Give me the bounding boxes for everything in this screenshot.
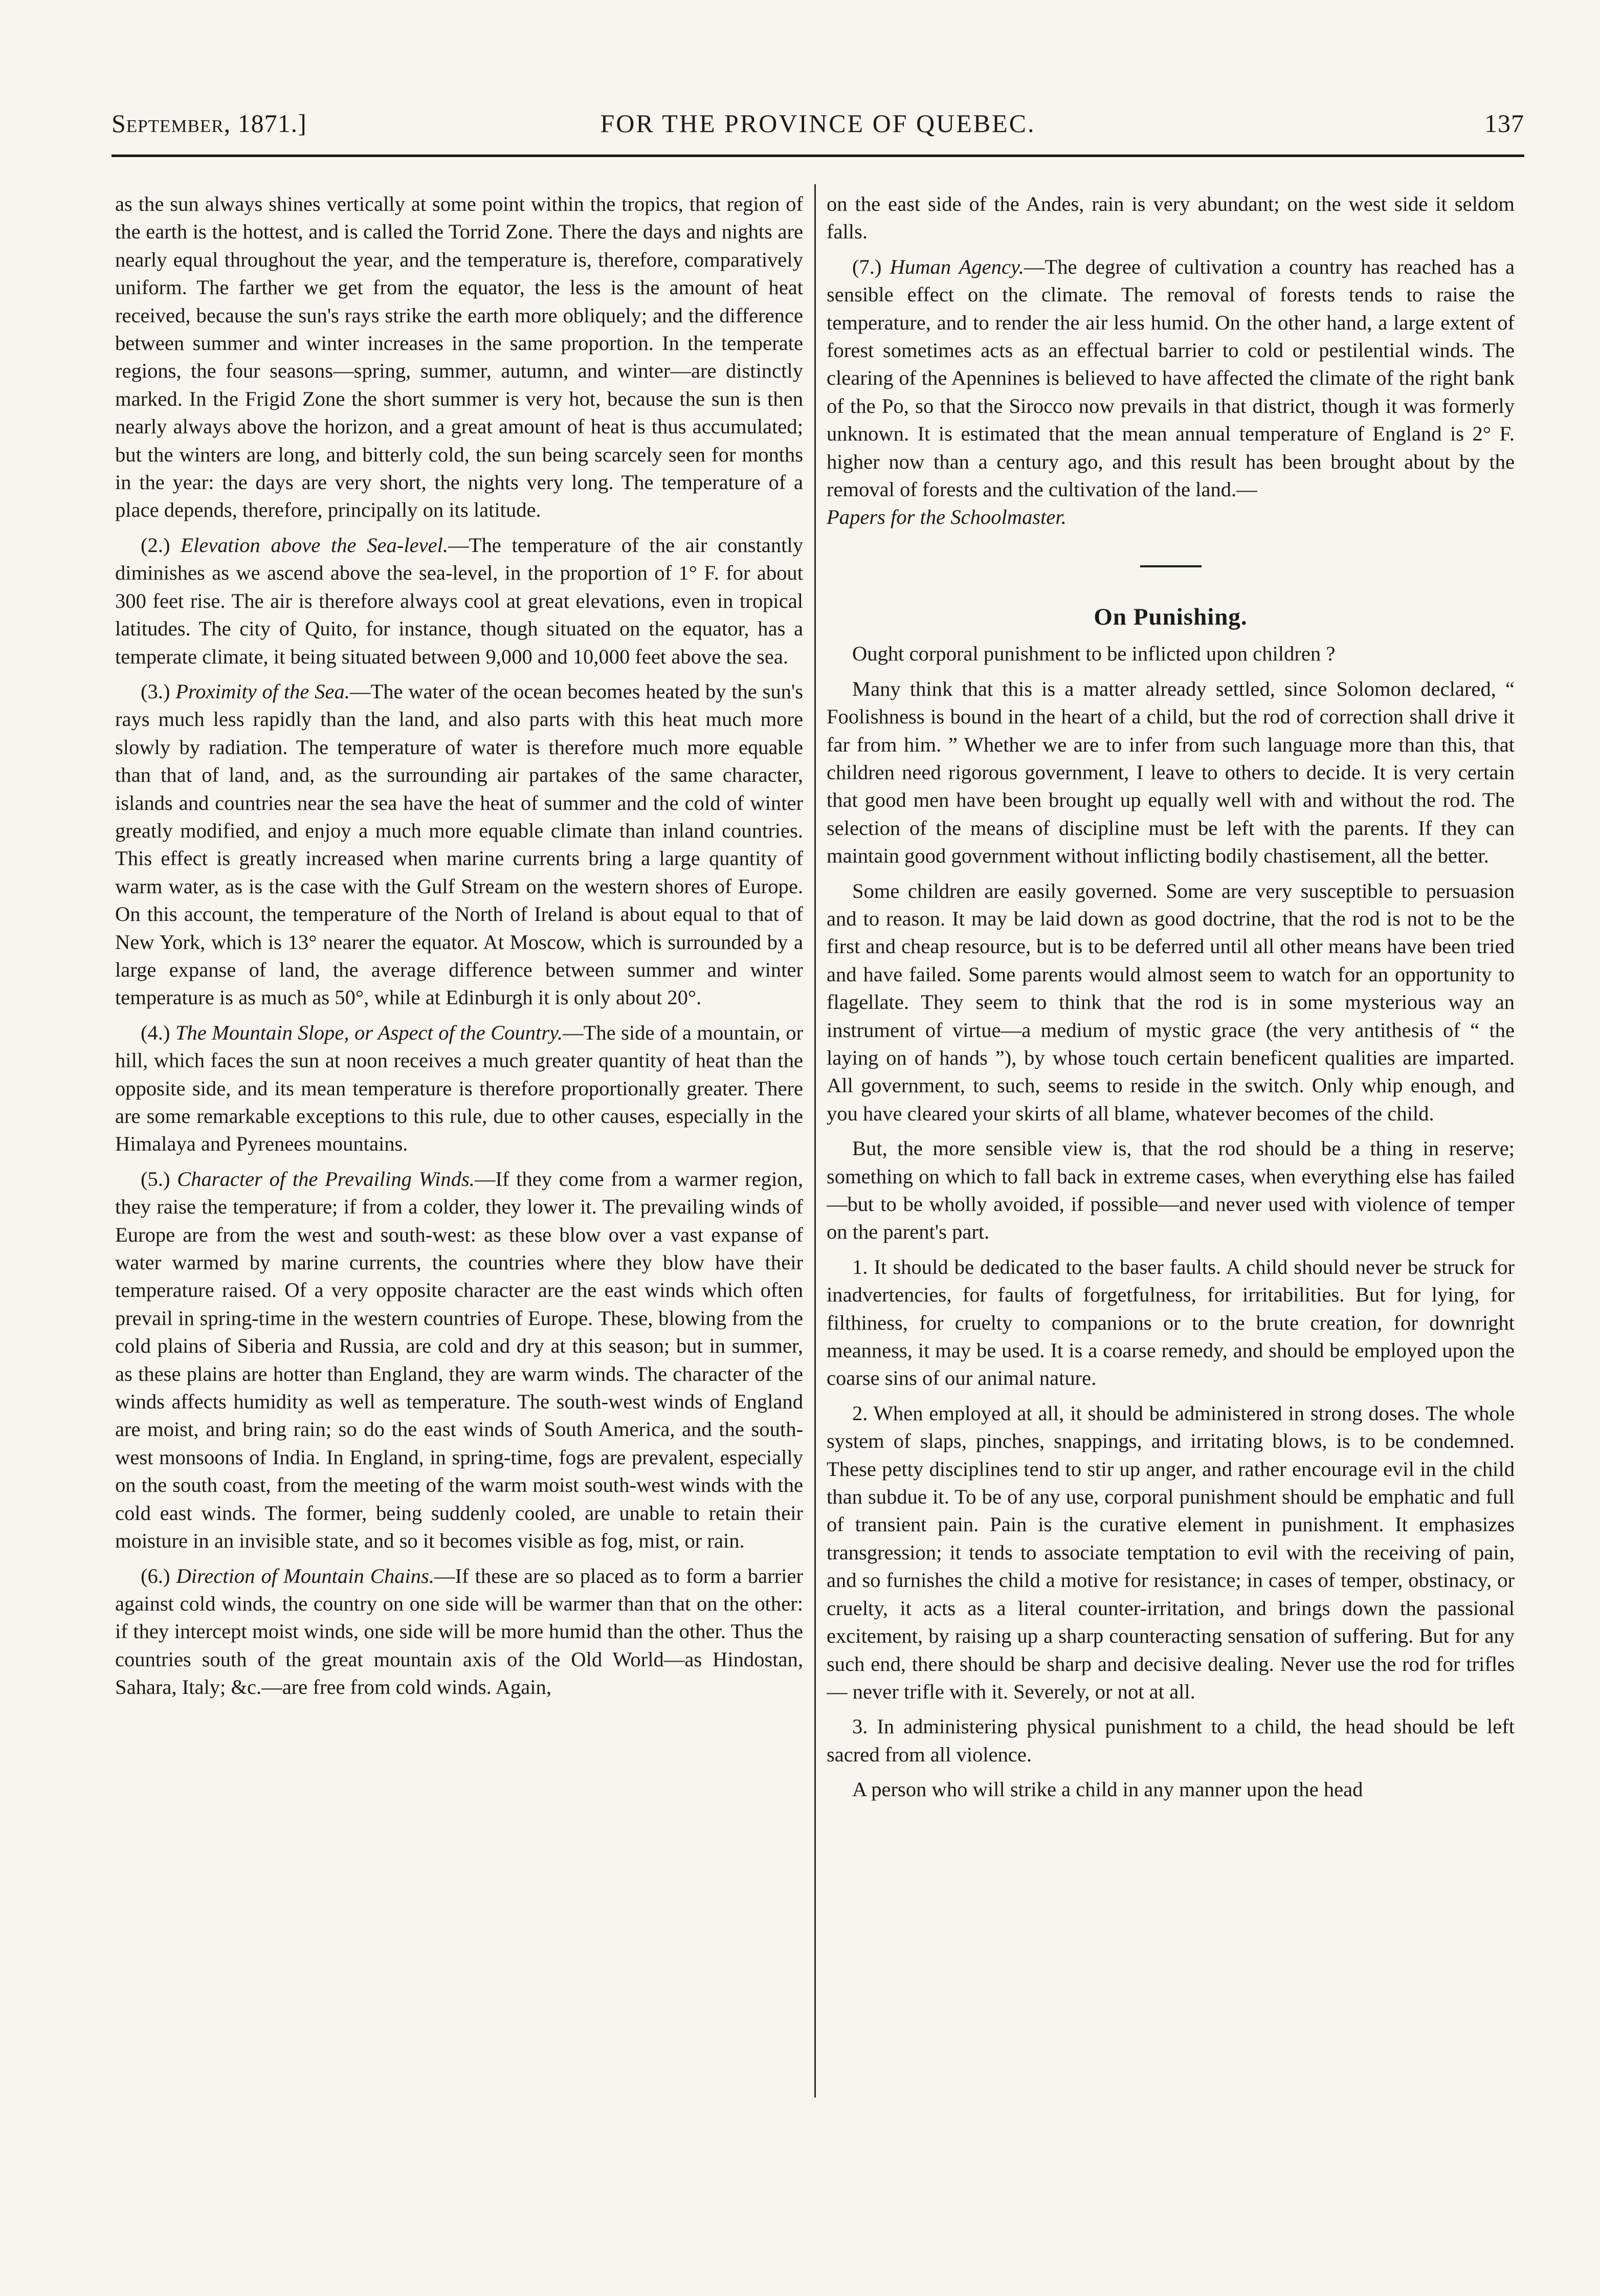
left-paragraph-mountain-chains: [115, 1562, 803, 1702]
column-divider: [814, 184, 816, 2098]
paragraph-number: (2.): [141, 533, 181, 557]
paragraph-text: Many think that this is a matter already settled, since Solomon declared, “ Foolishness is bound in the heart of a child, but the rod of correction shall drive it far from him. ” Whether we are to infer from such language more than this, that children need rigorous government, I leave to others to decide. It is very certain that good men have been brought up equally well with and without the rod. The selection of the means of discipline must be left with the parents. If they can maintain good government without inflicting bodily chastisement, all the better.: [827, 677, 1515, 868]
paragraph-text: Ought corporal punishment to be inflicted upon children ?: [852, 642, 1336, 666]
paragraph-number: (3.): [141, 679, 176, 703]
paragraph-text: A person who will strike a child in any manner upon the head: [852, 1778, 1363, 1801]
punishing-paragraph: [827, 1776, 1515, 1803]
paragraph-number: (6.): [141, 1564, 176, 1587]
punishing-paragraph: [827, 877, 1515, 1128]
paragraph-text: —The side of a mountain, or hill, which faces the sun at noon receives a much greater quantity of heat than the opposite side, and its mean temperature is therefore proportionally greater. There are some remarkable exceptions to this rule, due to other causes, especially in the Himalaya and Pyrenees mountains.: [115, 1021, 803, 1156]
page-number: 137: [1484, 109, 1524, 138]
punishing-rule-3: [827, 1713, 1515, 1769]
paragraph-title: Proximity of the Sea.: [175, 679, 350, 703]
paragraph-text: —If they come from a warmer region, they raise the temperature; if from a colder, they lower it. The prevailing winds of Europe are from the west and south-west: as these blow over a vast expanse of water warmed by marine currents, the countries where they blow have their temperature raised. Of a very opposite character are the east winds which often prevail in spring-time in the western countries of Europe. These, blowing from the cold plains of Siberia and Russia, are cold and dry at this season; but in summer, as these plains are hotter than England, they are warm winds. The character of the winds affects humidity as well as temperature. The south-west winds of England are moist, and bring rain; so do the east winds of South America, and the south-west monsoons of India. In England, in spring-time, fogs are prevalent, especially on the south coast, from the meeting of the warm moist south-west winds with the cold east winds. The former, being suddenly cooled, are unable to retain their moisture in an invisible state, and so it becomes visible as fog, mist, or rain.: [115, 1167, 803, 1553]
paragraph-title: Elevation above the Sea-level.: [181, 533, 449, 557]
paragraph-text: —The water of the ocean becomes heated by the sun's rays much less rapidly than the land, and also parts with this heat much more slowly by radiation. The temperature of water is therefore much more equable than that of land, and, as the surrounding air partakes of the same character, islands and countries near the sea have the heat of summer and the cold of winter greatly modified, and enjoy a much more equable climate than inland countries. This effect is greatly increased when marine currents bring a large quantity of warm water, as is the case with the Gulf Stream on the western shores of Europe. On this account, the temperature of the North of Ireland is about equal to that of New York, which is 13° nearer the equator. At Moscow, which is surrounded by a large expanse of land, the average difference between summer and winter temperature is as much as 50°, while at Edinburgh it is only about 20°.: [115, 679, 803, 1009]
section-heading: On Punishing.: [1094, 603, 1248, 630]
paragraph-text: —The temperature of the air constantly diminishes as we ascend above the sea-level, in the proportion of 1° F. for about 300 feet rise. The air is therefore always cool at great elevations, even in tropical latitudes. The city of Quito, for instance, though situated on the equator, has a temperate climate, it being situated between 9,000 and 10,000 feet above the sea.: [115, 533, 803, 668]
paragraph-text: —If these are so placed as to form a barrier against cold winds, the country on one side will be warmer than that on the other: if they intercept moist winds, one side will be more humid than the other. Thus the countries south of the great mountain axis of the Old World—as Hindostan, Sahara, Italy; &c.—are free from cold winds. Again,: [115, 1564, 803, 1699]
punishing-rule-2: [827, 1400, 1515, 1706]
article-source: Papers for the Schoolmaster.: [827, 505, 1066, 529]
punishing-rule-1: [827, 1253, 1515, 1393]
paragraph-number: (4.): [141, 1021, 175, 1044]
header-date: September, 1871.]: [112, 109, 307, 138]
paragraph-title: Direction of Mountain Chains.: [176, 1564, 435, 1587]
punishing-paragraph: [827, 675, 1515, 870]
right-paragraph-human-agency: [827, 253, 1515, 532]
paragraph-number: (7.): [852, 255, 890, 278]
paragraph-text: as the sun always shines vertically at some point within the tropics, that region of the earth is the hottest, and is called the Torrid Zone. There the days and nights are nearly equal throughout the year, and the temperature is, therefore, comparatively uniform. The farther we get from the equator, the less is the amount of heat received, because the sun's rays strike the earth more obliquely; and the difference between summer and winter increases in the same proportion. In the temperate regions, the four seasons—spring, summer, autumn, and winter—are distinctly marked. In the Frigid Zone the short summer is very hot, because the sun is then nearly always above the horizon, and a great amount of heat is thus accumulated; but the winters are long, and bitterly cold, the sun being scarcely seen for months in the year: the days are very short, the nights very long. The temperature of a place depends, therefore, principally on its latitude.: [115, 192, 803, 522]
paragraph-text: 2. When employed at all, it should be administered in strong doses. The whole system of slaps, pinches, snappings, and irritating blows, is to be condemned. These petty disciplines tend to stir up anger, and rather encourage evil in the child than subdue it. To be of any use, corporal punishment should be emphatic and full of transient pain. Pain is the curative element in punishment. It emphasizes transgression; it tends to associate temptation to evil with the receiving of pain, and so furnishes the child a motive for resistance; in cases of temper, obstinacy, or cruelty, it acts as a literal counter-irritation, and brings down the passional excitement, by raising up a sharp counteracting sensation of suffering. But for any such end, there should be sharp and decisive dealing. Never use the rod for trifles — never trifle with it. Severely, or not at all.: [827, 1401, 1515, 1703]
punishing-paragraph: [827, 640, 1515, 668]
header-title: FOR THE PROVINCE OF QUEBEC.: [600, 109, 1036, 138]
right-column: [827, 190, 1515, 2185]
left-column: [115, 190, 803, 2185]
header-rule: [112, 154, 1524, 157]
left-paragraph-winds: [115, 1165, 803, 1555]
paragraph-title: Human Agency.: [890, 255, 1024, 278]
paragraph-text: 1. It should be dedicated to the baser faults. A child should never be struck for inadvertencies, for faults of forgetfulness, for irritabilities. But for lying, for filthiness, for cruelty to companions or to the brute creation, for downright meanness, it may be used. It is a coarse remedy, and should be employed upon the coarse sins of our animal nature.: [827, 1255, 1515, 1390]
paragraph-text: on the east side of the Andes, rain is very abundant; on the west side it seldom falls.: [827, 192, 1515, 244]
left-paragraph-elevation: [115, 532, 803, 671]
left-paragraph-latitude: [115, 190, 803, 524]
left-paragraph-mountain-slope: [115, 1019, 803, 1158]
right-paragraph-andes: [827, 190, 1515, 246]
paragraph-text: 3. In administering physical punishment to a child, the head should be left sacred from all violence.: [827, 1715, 1515, 1766]
section-divider-rule: [1140, 565, 1202, 567]
page-header: [112, 108, 1524, 144]
left-paragraph-sea: [115, 678, 803, 1012]
paragraph-title: Character of the Prevailing Winds.: [177, 1167, 475, 1190]
punishing-paragraph: [827, 1135, 1515, 1246]
paragraph-text: But, the more sensible view is, that the rod should be a thing in reserve; something on which to fall back in extreme cases, when everything else has failed—but to be wholly avoided, if possible—and never used with violence of temper on the parent's part.: [827, 1137, 1515, 1244]
paragraph-text: Some children are easily governed. Some are very susceptible to persuasion and to reason. It may be laid down as good doctrine, that the rod is not to be the first and cheap resource, but is to be deferred until all other means have been tried and have failed. Some parents would almost seem to watch for an opportunity to flagellate. They seem to think that the rod is in some mysterious way an instrument of virtue—a medium of mystic grace (the very antithesis of “ the laying on of hands ”), by whose touch certain beneficent qualities are imparted. All government, to such, seems to reside in the switch. Only whip enough, and you have cleared your skirts of all blame, whatever becomes of the child.: [827, 879, 1515, 1125]
paragraph-text: —The degree of cultivation a country has reached has a sensible effect on the climate. The removal of forests tends to raise the temperature, and to render the air less humid. On the other hand, a large extent of forest sometimes acts as an effectual barrier to cold or pestilential winds. The clearing of the Apennines is believed to have affected the climate of the right bank of the Po, so that the Sirocco now prevails in that district, though it was formerly unknown. It is estimated that the mean annual temperature of England is 2° F. higher now than a century ago, and this result has been brought about by the removal of forests and the cultivation of the land.—: [827, 255, 1515, 501]
paragraph-number: (5.): [141, 1167, 177, 1190]
paragraph-title: The Mountain Slope, or Aspect of the Country.: [175, 1021, 563, 1044]
